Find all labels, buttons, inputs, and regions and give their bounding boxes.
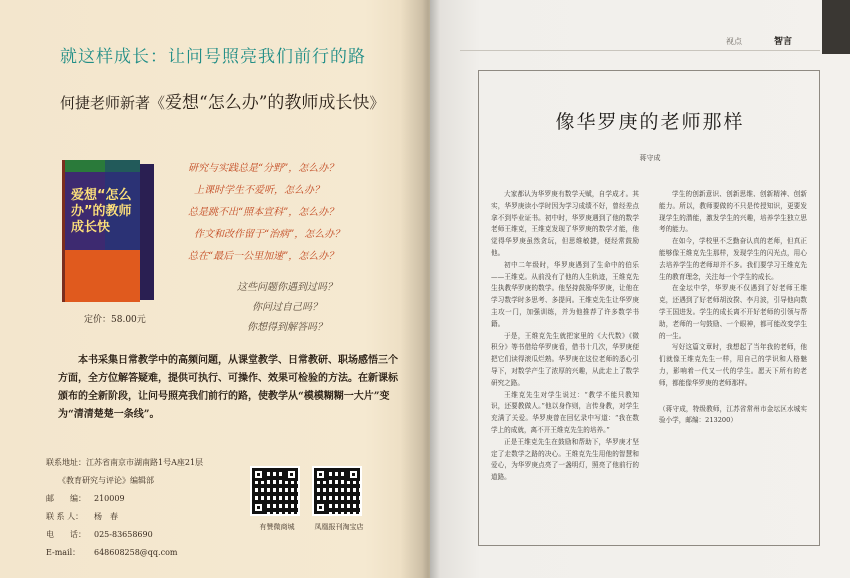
paragraph: 在金坛中学，华罗庚不仅遇到了好老师王维克，还遇到了好老师胡汝揆、李月波，引导他向数学王国进发。学生的成长离不开好老师的引领与帮助，老师的一句鼓励、一个眼神，都可能改变学生的一生。: [659, 284, 807, 340]
email-label: E-mail：: [46, 548, 81, 557]
address-value: 江苏省南京市湖南路1号A座21层: [86, 458, 204, 467]
address-label: 联系地址：: [46, 458, 86, 467]
paragraph: 于是，王维克先生就把家里的《大代数》《微积分》等书借给华罗庚看，借书十几次，华罗庚便把它们读得滚瓜烂熟。华罗庚在这位老师的悉心引导下，对数学产生了浓厚的兴趣，从此走上了数学研究之路。: [491, 331, 639, 387]
book-spine: [140, 164, 154, 300]
reader-question: 这些问题你遇到过吗？: [237, 282, 337, 293]
question-item: 总在“最后一公里加速”，怎么办？: [188, 251, 339, 262]
page-gutter: [400, 0, 440, 578]
ad-subline-prefix: 何捷老师新著《: [60, 94, 166, 112]
reader-question: 你想得到解答吗？: [247, 322, 327, 333]
email-value: 648608258@qq.com: [94, 548, 178, 557]
question-list: [188, 158, 358, 268]
postcode-value: 210009: [94, 494, 125, 503]
contact-editorial: 《教育研究与评论》编辑部: [58, 476, 154, 485]
paragraph: 王维克先生对学生说过：“教学不能只教知识，还要教做人。”他以身作则，言传身教，对学生充满了关爱。华罗庚曾在回忆录中写道：“我在数学上的成就，离不开王维克先生的培养。”: [491, 390, 639, 434]
author-note: （蒋守成，特级教师，江苏省常州市金坛区水城实验小学，邮编：213200）: [659, 404, 807, 425]
contact-email: [46, 544, 246, 562]
qr-caption: 有赞微商城: [259, 523, 295, 531]
article-frame: [478, 70, 820, 546]
header-column: 智言: [774, 37, 793, 47]
postcode-label: 邮 编：: [46, 494, 86, 503]
question-item: 上课时学生不爱听，怎么办？: [194, 185, 324, 196]
book-front-cover: [62, 160, 140, 302]
ad-subline-suffix: 》: [369, 94, 385, 112]
ad-headline: 就这样成长：让问号照亮我们前行的路: [60, 47, 366, 67]
column-tab: [822, 0, 850, 54]
header-section: 视点: [726, 37, 742, 46]
paragraph: 初中二年级时，华罗庚遇到了生命中的伯乐——王维克。从前没有了他的人生轨迹，王维克先生执教华罗庚的数学。他坚持鼓励华罗庚，让他在学习数学时多思考、多提问。王维克先生让华罗庚主攻一门，加强训练，并为他推荐了许多数学书籍。: [491, 260, 639, 328]
article-column-left: [491, 189, 639, 484]
paragraph: 大家都认为华罗庚有数学天赋，自学成才。其实，华罗庚读小学时因为学习成绩不好，曾经差点拿不到毕业证书。初中时，华罗庚遇到了他的数学老师王维克，王维克发现了华罗庚的数学才能，他觉得华罗庚虽然贪玩，但思维敏捷，便经常鼓励他。: [491, 190, 639, 257]
qr-taobao[interactable]: [312, 466, 366, 532]
person-value: 杨 春: [94, 512, 118, 521]
header-rule: [460, 50, 820, 51]
qr-code-icon: [312, 466, 362, 516]
book-price: 定价：58.00元: [84, 315, 146, 325]
ad-book-title: 爱想“怎么办”的教师成长快: [165, 93, 370, 113]
contact-phone: [46, 526, 246, 544]
ad-subline: [60, 88, 420, 113]
phone-value: 025-83658690: [94, 530, 153, 539]
contact-address: [46, 454, 246, 472]
article-author: 蒋守成: [639, 154, 661, 162]
reader-questions: [212, 278, 362, 338]
contact-person: [46, 508, 246, 526]
article-column-right: [659, 189, 807, 427]
reader-question: 你问过自己吗？: [252, 302, 322, 313]
book-cover-title: 爱想“怎么办”的教师成长快: [71, 188, 132, 235]
question-item: 作文和改作留于“治病”，怎么办？: [194, 229, 345, 240]
contact-postcode: [46, 490, 246, 508]
right-page-article: [430, 0, 850, 578]
qr-code-icon: [250, 466, 300, 516]
paragraph: 在如今，学校里不乏勤奋认真的老师，但真正能够像王维克先生那样，发现学生的闪光点，用心去培养学生的老师却并不多。我们要学习王维克先生的教育理念，关注每一个学生的成长。: [659, 237, 807, 281]
paragraph: 学生的创新意识、创新思维、创新精神、创新能力。所以，教师要做的不只是传授知识，更要发现学生的潜能，激发学生的兴趣，培养学生独立思考的能力。: [659, 190, 807, 234]
article-title: 像华罗庚的老师那样: [555, 111, 745, 133]
question-item: 研究与实践总是“分野”，怎么办？: [188, 163, 339, 174]
paragraph: 写好这篇文章时，我想起了当年我的老师，他们就像王维克先生一样，用自己的学识和人格魅力，影响着一代又一代的学生。愿天下所有的老师，都能像华罗庚的老师那样。: [659, 343, 807, 387]
book-blurb: 本书采集日常教学中的高频问题，从课堂教学、日常教研、职场感悟三个方面，全方位解答疑难，提供可执行、可操作、效果可检验的方法。在新课标颁布的全新阶段，让问号照亮我们前行的路，使教学从“模模糊糊一大片”变为“清清楚楚一条线”。: [58, 355, 398, 420]
book-cover-image: [62, 160, 154, 302]
qr-caption: 凤凰报刊淘宝店: [314, 523, 364, 531]
phone-label: 电 话：: [46, 530, 86, 539]
paragraph: 正是王维克先生在鼓励和帮助下，华罗庚才坚定了走数学之路的决心。王维克先生用他的智慧和爱心，为华罗庚点亮了一盏明灯，照亮了他前行的道路。: [491, 437, 639, 482]
qr-shop[interactable]: [250, 466, 304, 532]
person-label: 联 系 人：: [46, 512, 84, 521]
contact-info: [46, 454, 246, 562]
question-item: 总是跳不出“照本宣科”，怎么办？: [188, 207, 339, 218]
